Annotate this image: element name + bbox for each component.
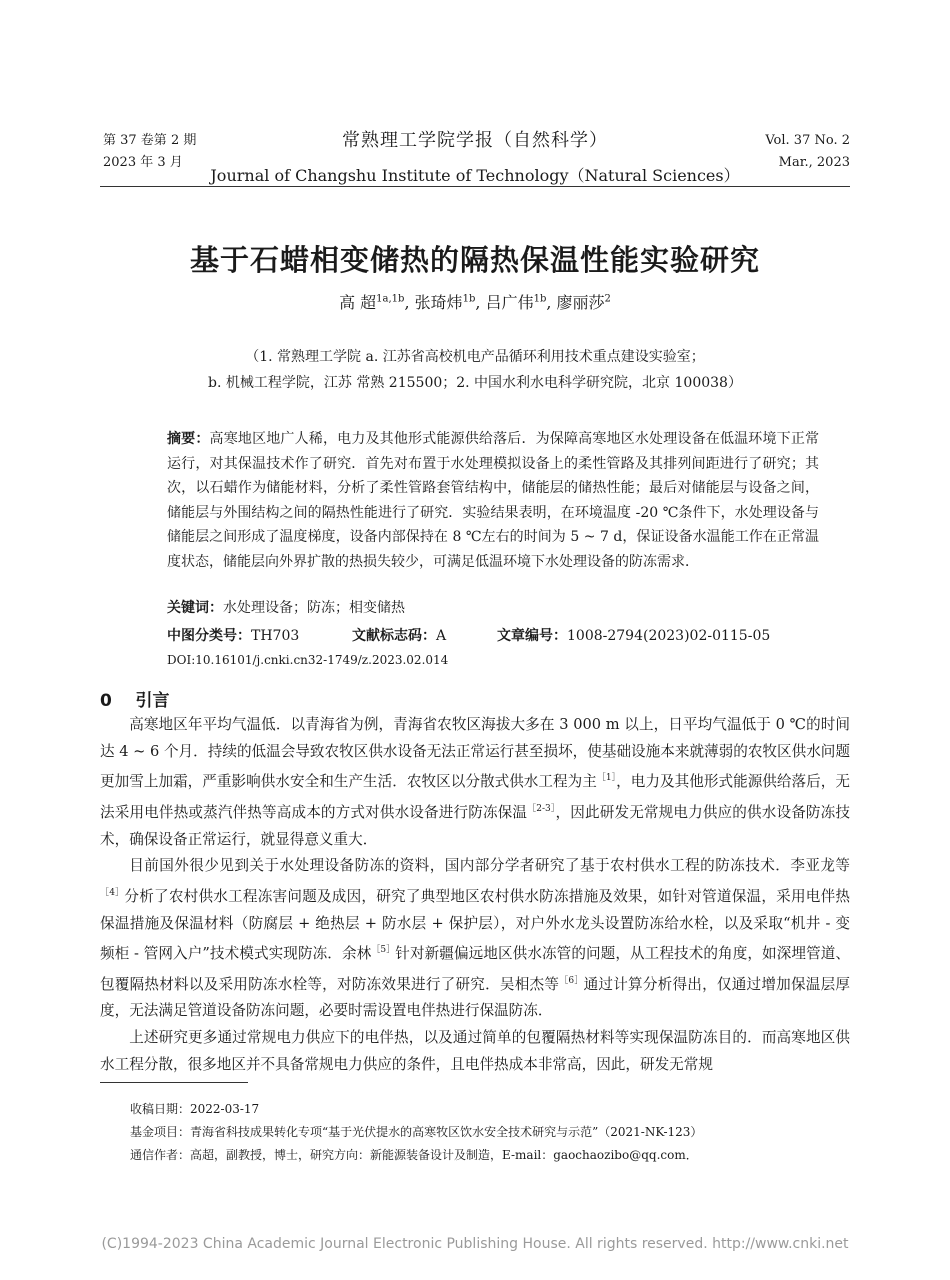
text-run: 目前国外很少见到关于水处理设备防冻的资料，国内部分学者研究了基于农村供水工程的防冻技术．李亚龙等 <box>129 857 850 875</box>
doc-code-label: 文献标志码： <box>352 628 436 644</box>
header-rule <box>100 186 850 187</box>
classification-line <box>167 625 867 645</box>
author-list: 高 超$^{1a,1b}$, 张琦炜$^{1b}$, 吕广伟$^{1b}$, 廖丽莎$^2$ <box>339 293 611 312</box>
funding-note: 基金项目：青海省科技成果转化专项“基于光伏提水的高寒牧区饮水安全技术研究与示范”（2021-NK-123） <box>130 1125 703 1139</box>
citation: ［1］ <box>596 773 617 784</box>
text-run: 分析了农村供水工程冻害问题及成因，研究了典型地区农村供水防冻措施及效果，如针对管道保温，采用电伴热保温措施及保温材料（防腐层 + 绝热层 + 防水层 + 保护层），对户外水龙头设置防冻给水栓，以及采取“机井 - 变频柜 - 管网入户”技术模式实现防冻．余林 <box>100 887 850 963</box>
keywords <box>167 597 405 617</box>
article-title: 基于石蜡相变储热的隔热保温性能实验研究 <box>189 243 760 277</box>
body-text <box>100 712 850 1078</box>
citation: ［6］ <box>559 975 584 986</box>
journal-title-en: Journal of Changshu Institute of Technology（Natural Sciences） <box>210 166 740 185</box>
citation: ［2-3］ <box>527 803 556 814</box>
text-run: ，因此研发无常规电力供应的供水设备防冻技术，确保设备正常运行，就显得意义重大． <box>100 803 850 848</box>
author-affiliation-mark: 1b <box>533 293 547 305</box>
text-run: 高寒地区年平均气温低．以青海省为例，青海省农牧区海拔大多在 3 000 m 以上，日平均气温低于 0 ℃的时间达 4 ~ 6 个月．持续的低温会导致农牧区供水设备无法正常运行甚至损坏，使基础设施本来就薄弱的农牧区供水问题更加雪上加霜，严重影响供水安全和生产生活．农牧区以分散式供水工程为主 <box>100 716 850 791</box>
abstract-text: 高寒地区地广人稀，电力及其他形式能源供给落后．为保障高寒地区水处理设备在低温环境下正常运行，对其保温技术作了研究．首先对布置于水处理模拟设备上的柔性管路及其排列间距进行了研究；其次，以石蜡作为储能材料，分析了柔性管路套管结构中，储能层的储热性能；最后对储能层与设备之间，储能层与外围结构之间的隔热性能进行了研究．实验结果表明，在环境温度 -20 ℃条件下，水处理设备与储能层之间形成了温度梯度，设备内部保持在 8 ℃左右的时间为 5 ~ 7 d，保证设备水温能工作在正常温度状态，储能层向外界扩散的热损失较少，可满足低温环境下水处理设备的防冻需求． <box>167 431 820 570</box>
author-name: 张琦炜 <box>414 293 463 312</box>
article-number-value: 1008-2794(2023)02-0115-05 <box>567 628 771 644</box>
affiliation-line-1: （1. 常熟理工学院 a. 江苏省高校机电产品循环利用技术重点建设实验室； <box>245 349 705 365</box>
keywords-text: 水处理设备；防冻；相变储热 <box>223 600 405 616</box>
abstract <box>167 427 819 575</box>
paragraph <box>100 853 850 1025</box>
date-en: Mar., 2023 <box>778 155 850 170</box>
journal-title-cn: 常熟理工学院学报（自然科学） <box>342 130 608 151</box>
paragraph <box>100 712 850 853</box>
article-number-label: 文章编号： <box>497 628 567 644</box>
volume-issue-cn: 第 37 卷第 2 期 <box>103 133 197 148</box>
abstract-label: 摘要： <box>167 431 210 447</box>
keywords-label: 关键词： <box>167 600 223 616</box>
author-name: 高 超 <box>339 293 377 312</box>
affiliation-line-2: b. 机械工程学院，江苏 常熟 215500；2. 中国水利水电科学研究院，北京 100038） <box>208 375 742 391</box>
paragraph: 上述研究更多通过常规电力供应下的电伴热，以及通过简单的包覆隔热材料等实现保温防冻目的．而高寒地区供水工程分散，很多地区并不具备常规电力供应的条件，且电伴热成本非常高，因此，研发无常规 <box>100 1029 850 1073</box>
copyright-notice: (C)1994-2023 China Academic Journal Electronic Publishing House. All rights reserved. http://www.cnki.net <box>101 1236 849 1252</box>
footnotes <box>130 1098 702 1167</box>
section-title: 引言 <box>135 691 170 711</box>
text-run: ，电力及其他形式能源供给落后，无法采用电伴热或蒸汽伴热等高成本的方式对供水设备进行防冻保温 <box>100 773 850 821</box>
volume-issue-en: Vol. 37 No. 2 <box>765 133 850 148</box>
doi: DOI:10.16101/j.cnki.cn32-1749/z.2023.02.014 <box>167 653 449 667</box>
author-name: 吕广伟 <box>485 293 534 312</box>
footnote-rule <box>100 1082 248 1083</box>
author-affiliation-mark: 2 <box>604 293 611 305</box>
author-affiliation-mark: 1b <box>462 293 476 305</box>
doc-code-value: A <box>436 628 447 644</box>
citation: ［4］ <box>100 887 125 898</box>
section-number: 0 <box>100 691 112 711</box>
text-run: 针对新疆偏远地区供水冻管的问题，从工程技术的角度，如深埋管道、包覆隔热材料以及采用防冻水栓等，对防冻效果进行了研究．吴相杰等 <box>100 945 850 993</box>
clc-label: 中图分类号： <box>167 628 251 644</box>
citation: ［5］ <box>371 945 396 956</box>
clc-value: TH703 <box>251 628 300 644</box>
header-volume-en <box>765 130 850 174</box>
received-date: 收稿日期：2022-03-17 <box>130 1102 260 1116</box>
corresponding-author: 通信作者：高超，副教授，博士，研究方向：新能源装备设计及制造，E-mail：gaochaozibo@qq.com． <box>130 1148 698 1162</box>
text-run: 通过计算分析得出，仅通过增加保温层厚度，无法满足管道设备防冻问题，必要时需设置电伴热进行保温防冻． <box>100 975 850 1020</box>
author-affiliation-mark: 1a,1b <box>376 293 405 305</box>
date-cn: 2023 年 3 月 <box>103 155 183 170</box>
author-name: 廖丽莎 <box>556 293 605 312</box>
section-heading <box>100 686 170 711</box>
